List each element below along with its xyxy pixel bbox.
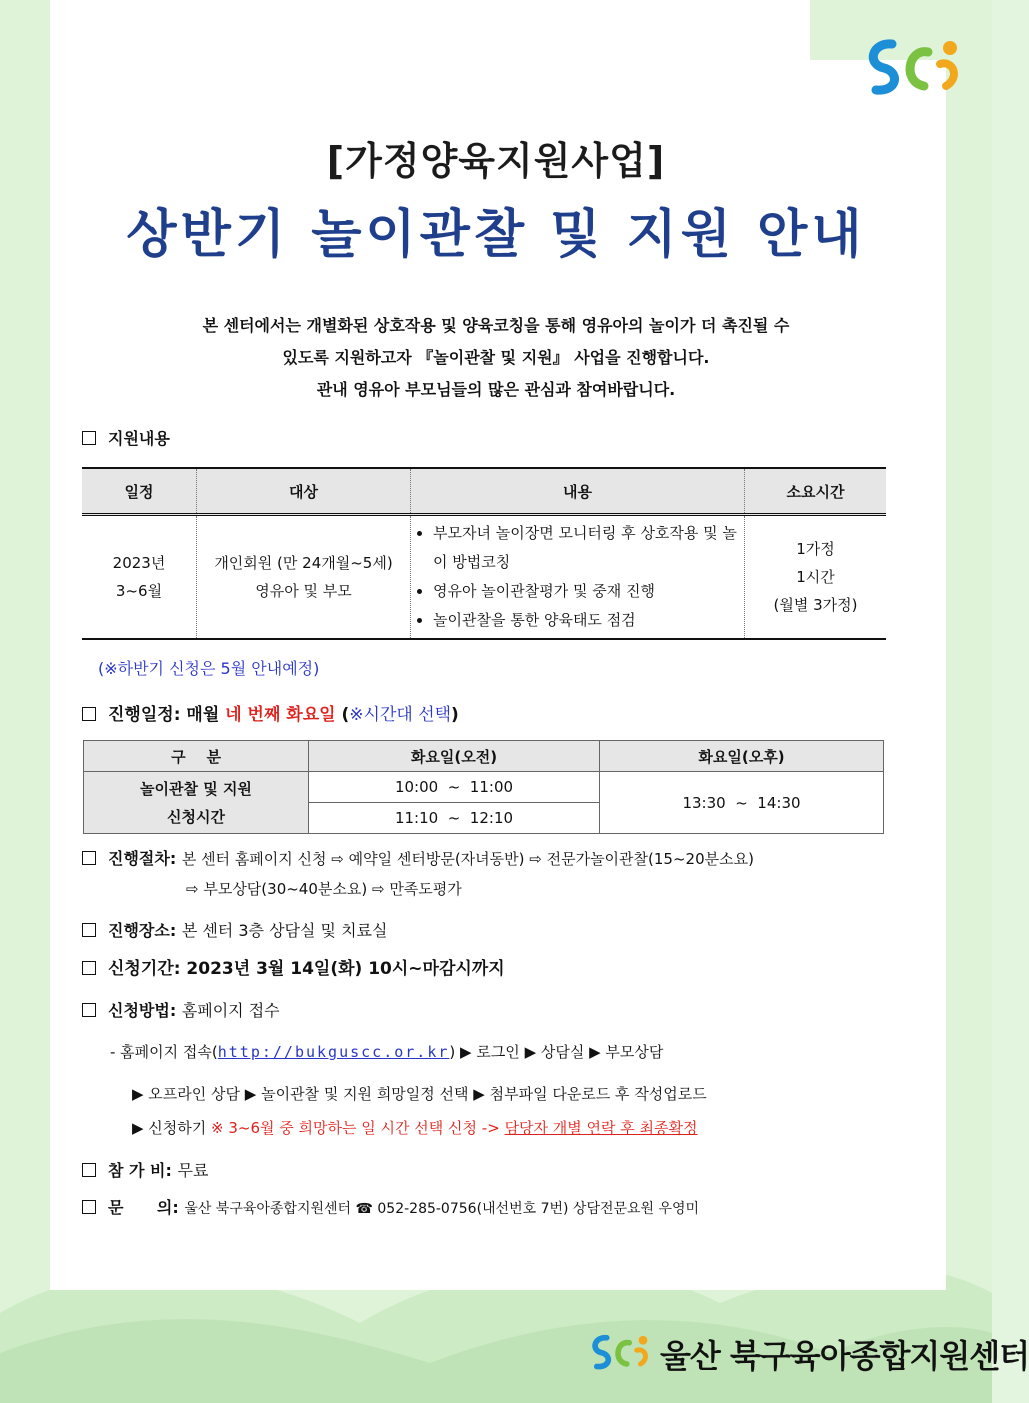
center-logo-icon <box>862 34 974 106</box>
second-half-note: (※하반기 신청은 5월 안내예정) <box>98 659 320 678</box>
col-header-schedule: 일정 <box>82 468 197 515</box>
place-value: 본 센터 3층 상담실 및 치료실 <box>181 921 388 940</box>
intro-text <box>90 310 902 406</box>
col-header-category: 구 분 <box>84 741 309 772</box>
checkbox-square-icon <box>82 1200 96 1214</box>
schedule-paren-close: ) <box>451 705 459 725</box>
period-value: 2023년 3월 14일(화) 10시~마감시까지 <box>186 959 505 979</box>
checkbox-square-icon <box>82 923 96 937</box>
schedule-cell <box>82 515 197 640</box>
duration-line-1: 1가정 <box>796 540 835 558</box>
place-label: 진행장소: <box>108 921 177 940</box>
method-step-3-prefix: ▶ 신청하기 <box>132 1119 207 1137</box>
col-header-target: 대상 <box>197 468 411 515</box>
section-support <box>82 426 170 449</box>
time-table-header <box>84 741 884 772</box>
col-header-duration: 소요시간 <box>745 468 887 515</box>
schedule-months: 3~6월 <box>115 582 163 600</box>
section-schedule <box>82 700 459 725</box>
schedule-year: 2023년 <box>112 554 166 572</box>
method-step-1-prefix: - 홈페이지 접속( <box>110 1043 218 1061</box>
checkbox-square-icon <box>82 961 96 975</box>
fee-value: 무료 <box>177 1161 209 1180</box>
method-step-3-note: ※ 3~6월 중 희망하는 일 시간 선택 신청 -> <box>211 1119 500 1137</box>
support-table <box>82 467 886 640</box>
checkbox-square-icon <box>82 1163 96 1177</box>
intro-line-2: 있도록 지원하고자 『놀이관찰 및 지원』 사업을 진행합니다. <box>282 348 710 367</box>
method-step-1-suffix: ) ▶ 로그인 ▶ 상담실 ▶ 부모상담 <box>449 1043 664 1061</box>
section-period <box>82 954 505 979</box>
content-cell <box>411 515 745 640</box>
time-row-label <box>84 772 309 834</box>
method-step-2: ▶ 오프라인 상담 ▶ 놀이관찰 및 지원 희망일정 선택 ▶ 첨부파일 다운로드 후 작성업로드 <box>132 1085 707 1103</box>
schedule-label: 진행일정: <box>108 705 181 725</box>
header-title: [가정양육지원사업] <box>326 139 666 183</box>
duration-cell <box>745 515 887 640</box>
section-method <box>82 998 280 1021</box>
method-value: 홈페이지 접수 <box>181 1001 280 1020</box>
time-row-label-2: 신청시간 <box>167 807 225 826</box>
section-fee <box>82 1158 208 1181</box>
checkbox-square-icon <box>82 851 96 865</box>
col-header-content: 내용 <box>411 468 745 515</box>
list-item: • 부모자녀 놀이장면 모니터링 후 상호작용 및 놀이 방법코칭 <box>433 519 740 577</box>
period-label: 신청기간: <box>108 959 181 979</box>
list-item: • 놀이관찰을 통한 양육태도 점검 <box>433 606 740 635</box>
time-row-label-1: 놀이관찰 및 지원 <box>140 779 252 798</box>
fee-label: 참 가 비: <box>108 1161 172 1180</box>
target-line-2: 영유아 및 부모 <box>255 582 352 600</box>
table-row <box>84 772 884 803</box>
section-place <box>82 918 387 941</box>
table-row <box>82 515 886 640</box>
intro-line-3: 관내 영유아 부모님들의 많은 관심과 참여바랍니다. <box>316 380 676 399</box>
col-header-am: 화요일(오전) <box>309 741 600 772</box>
duration-line-2: 1시간 <box>796 568 835 586</box>
support-table-header <box>82 468 886 515</box>
target-line-1: 개인회원 (만 24개월~5세) <box>214 554 393 572</box>
intro-line-1: 본 센터에서는 개별화된 상호작용 및 양육코칭을 통해 영유아의 놀이가 더 촉진될 수 <box>202 316 790 335</box>
checkbox-square-icon <box>82 707 96 721</box>
schedule-prefix: 매월 <box>186 705 220 725</box>
section-procedure <box>82 846 754 869</box>
method-step-3 <box>132 1117 698 1138</box>
procedure-line-2: ⇨ 부모상담(30~40분소요) ⇨ 만족도평가 <box>186 880 462 898</box>
time-table <box>83 740 884 834</box>
content-list <box>415 519 740 635</box>
contact-label: 문 의: <box>108 1198 179 1217</box>
method-step-3-confirm: 담당자 개별 연락 후 최종확정 <box>504 1119 698 1137</box>
procedure-line-1: 본 센터 홈페이지 신청 ⇨ 예약일 센터방문(자녀동반) ⇨ 전문가놀이관찰(15~20분소요) <box>181 850 754 868</box>
footer-org-name: 울산 북구육아종합지원센터 <box>660 1337 1029 1375</box>
am-slot-1: 10:00 ~ 11:00 <box>309 772 600 803</box>
method-label: 신청방법: <box>108 1001 177 1020</box>
schedule-note: ※시간대 선택 <box>349 705 452 725</box>
duration-line-3: (월별 3가정) <box>773 596 858 614</box>
pm-slot: 13:30 ~ 14:30 <box>600 772 884 834</box>
schedule-highlight: 네 번째 화요일 <box>225 705 336 725</box>
checkbox-square-icon <box>82 1003 96 1017</box>
target-cell <box>197 515 411 640</box>
checkbox-square-icon <box>82 431 96 445</box>
contact-value: 울산 북구육아종합지원센터 ☎ 052-285-0756(내선번호 7번) 상담전문요원 우영미 <box>184 1201 700 1217</box>
col-header-pm: 화요일(오후) <box>600 741 884 772</box>
section-contact <box>82 1195 699 1218</box>
footer-logo-icon <box>588 1325 658 1383</box>
procedure-label: 진행절차: <box>108 849 177 868</box>
main-title: 상반기 놀이관찰 및 지원 안내 <box>126 205 866 265</box>
list-item: • 영유아 놀이관찰평가 및 중재 진행 <box>433 577 740 606</box>
am-slot-2: 11:10 ~ 12:10 <box>309 803 600 834</box>
homepage-link[interactable]: http://bukguscc.or.kr <box>217 1043 450 1061</box>
schedule-paren-open: ( <box>341 705 350 725</box>
method-step-1 <box>110 1041 663 1062</box>
section-support-title: 지원내용 <box>108 429 170 448</box>
